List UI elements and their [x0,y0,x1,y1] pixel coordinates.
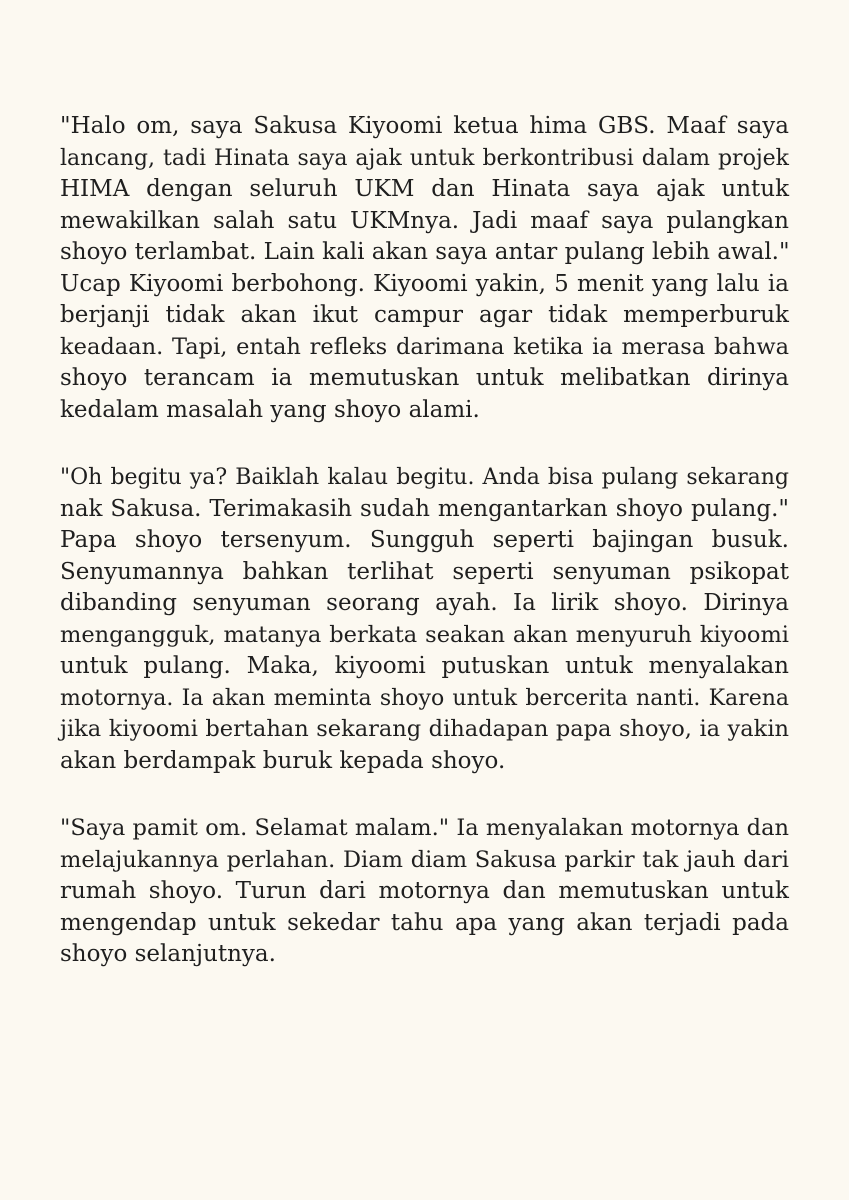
text-line: Senyumannya bahkan terlihat seperti senyuman psikopat [60,558,789,585]
text-line: "Oh begitu ya? Baiklah kalau begitu. Anda bisa pulang sekarang [60,465,789,490]
text-line: dibanding senyuman seorang ayah. Ia lirik shoyo. Dirinya [60,590,789,616]
text-line: shoyo selanjutnya. [60,941,276,967]
text-line: jika kiyoomi bertahan sekarang dihadapan papa shoyo, ia yakin [60,716,789,742]
text-line: rumah shoyo. Turun dari motornya dan memutuskan untuk [60,878,789,904]
text-line: mengangguk, matanya berkata seakan akan menyuruh kiyoomi [60,621,789,648]
text-line: shoyo terancam ia memutuskan untuk melibatkan dirinya [60,365,789,391]
paragraph-3 [60,813,789,971]
text-line: mengendap untuk sekedar tahu apa yang akan terjadi pada [60,909,789,936]
text-line: "Saya pamit om. Selamat malam." Ia menyalakan motornya dan [60,815,789,841]
text-line: akan berdampak buruk kepada shoyo. [60,747,506,774]
text-line: untuk pulang. Maka, kiyoomi putuskan untuk menyalakan [60,653,789,679]
text-line: melajukannya perlahan. Diam diam Sakusa parkir tak jauh dari [60,846,789,873]
text-line: HIMA dengan seluruh UKM dan Hinata saya ajak untuk [60,176,789,202]
text-line: "Halo om, saya Sakusa Kiyoomi ketua hima GBS. Maaf saya [60,113,789,139]
text-line: shoyo terlambat. Lain kali akan saya antar pulang lebih awal." [60,239,790,265]
text-line: lancang, tadi Hinata saya ajak untuk berkontribusi dalam projek [60,145,789,171]
text-line: kedalam masalah yang shoyo alami. [60,396,480,423]
text-line: Papa shoyo tersenyum. Sungguh seperti bajingan busuk. [60,527,789,553]
paragraph-1 [60,111,789,426]
text-line: mewakilkan salah satu UKMnya. Jadi maaf saya pulangkan [60,207,789,234]
paragraph-2 [60,462,789,777]
text-line: nak Sakusa. Terimakasih sudah mengantarkan shoyo pulang." [60,495,789,522]
text-line: berjanji tidak akan ikut campur agar tidak memperburuk [60,302,789,328]
text-line: keadaan. Tapi, entah refleks darimana ketika ia merasa bahwa [60,333,789,360]
text-line: Ucap Kiyoomi berbohong. Kiyoomi yakin, 5 menit yang lalu ia [60,270,789,297]
text-line: motornya. Ia akan meminta shoyo untuk bercerita nanti. Karena [60,685,789,711]
